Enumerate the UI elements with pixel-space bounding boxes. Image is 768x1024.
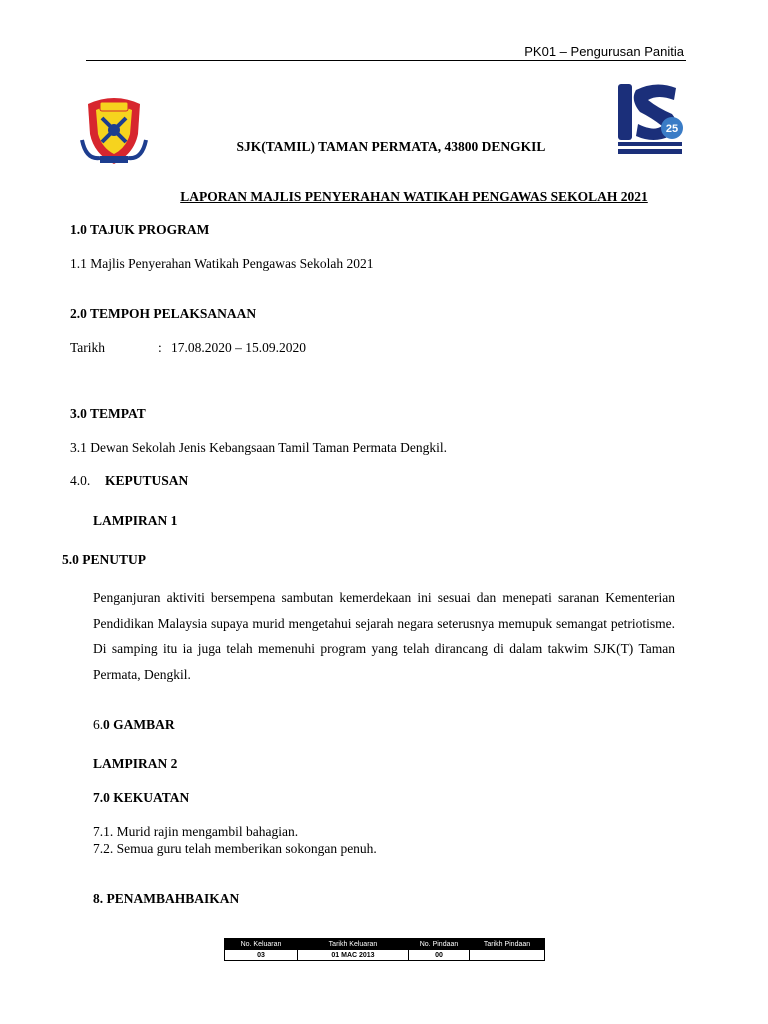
report-title: LAPORAN MAJLIS PENYERAHAN WATIKAH PENGAWAS SEKOLAH 2021 <box>180 189 648 204</box>
issue-date-value: 01 MAC 2013 <box>298 950 409 961</box>
col-amend-no: No. Pindaan <box>409 939 470 950</box>
school-name: SJK(TAMIL) TAMAN PERMATA, 43800 DENGKIL <box>236 139 546 154</box>
section-1-item: 1.1 Majlis Penyerahan Watikah Pengawas Sekolah 2021 <box>70 256 374 271</box>
date-label: Tarikh <box>70 340 106 355</box>
col-issue-date: Tarikh Keluaran <box>298 939 409 950</box>
attachment-2-label: LAMPIRAN 2 <box>93 756 178 771</box>
school-crest-logo <box>78 94 150 168</box>
section-6-number: 6. <box>93 717 104 732</box>
section-8-heading: 8. PENAMBAHBAIKAN <box>93 891 240 906</box>
amend-no-value: 00 <box>409 950 470 961</box>
document-code: PK01 – Pengurusan Panitia <box>524 44 684 59</box>
amend-date-value <box>470 950 545 961</box>
strength-item-1: 7.1. Murid rajin mengambil bahagian. <box>93 824 299 839</box>
svg-text:25: 25 <box>665 123 679 135</box>
date-separator: : <box>158 340 162 355</box>
header-rule <box>86 60 686 61</box>
issue-no-value: 03 <box>225 950 298 961</box>
col-issue-no: No. Keluaran <box>225 939 298 950</box>
section-1-heading: 1.0 TAJUK PROGRAM <box>70 222 210 237</box>
section-4-number: 4.0. <box>70 473 91 488</box>
section-3-item: 3.1 Dewan Sekolah Jenis Kebangsaan Tamil Taman Permata Dengkil. <box>70 440 448 455</box>
strength-item-2: 7.2. Semua guru telah memberikan sokongan penuh. <box>93 841 377 856</box>
section-6-title: 0 GAMBAR <box>103 717 175 732</box>
section-4-title: KEPUTUSAN <box>105 473 189 488</box>
section-2-heading: 2.0 TEMPOH PELAKSANAAN <box>70 306 257 321</box>
section-7-heading: 7.0 KEKUATAN <box>93 790 190 805</box>
section-5-heading: 5.0 PENUTUP <box>62 552 146 567</box>
revision-table <box>224 938 545 961</box>
attachment-1-label: LAMPIRAN 1 <box>93 513 178 528</box>
col-amend-date: Tarikh Pindaan <box>470 939 545 950</box>
date-value: 17.08.2020 – 15.09.2020 <box>171 340 306 355</box>
closing-paragraph: Penganjuran aktiviti bersempena sambutan kemerdekaan ini sesuai dan menepati saranan Kementerian Pendidikan Malaysia supaya murid mengetahui sejarah negara seterusnya memupuk semangat petriotisme. Di samping itu ia juga telah memenuhi program yang telah dirancang di dalam takwim SJK(T) Taman Permata, Dengkil. <box>93 590 675 682</box>
section-3-heading: 3.0 TEMPAT <box>70 406 146 421</box>
